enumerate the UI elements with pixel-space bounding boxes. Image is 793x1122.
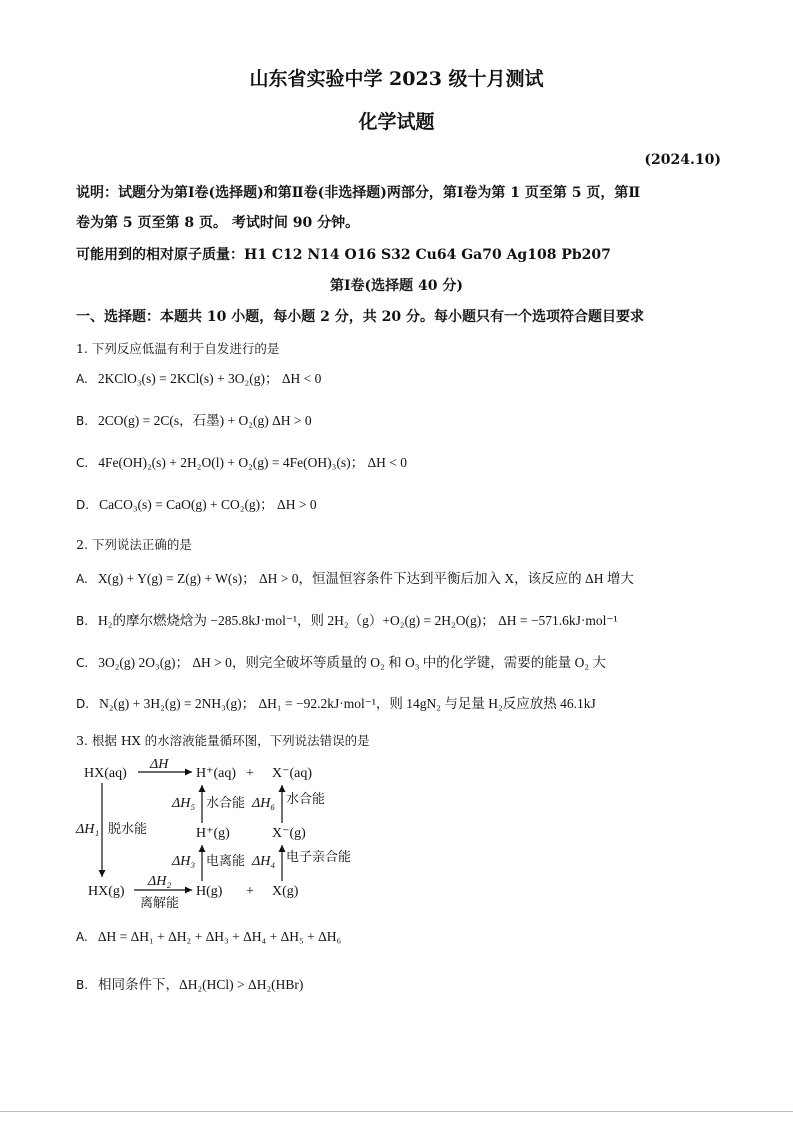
option-label: A. [76, 930, 88, 944]
hydration-label-1: 水合能 [206, 796, 246, 811]
option-text: 4Fe(OH)₂(s) + 2H₂O(l) + O₂(g) = 4Fe(OH)₃(s)； ΔH < 0 [98, 455, 407, 470]
dh6-label: ΔH₆ [252, 796, 276, 811]
q1-option-a[interactable] [76, 367, 321, 387]
option-text: 相同条件下，ΔH₂(HCl) > ΔH₂(HBr) [98, 977, 304, 992]
section-one-heading: 一、选择题：本题共 10 小题，每小题 2 分，共 20 分。每小题只有一个选项符合题目要求 [76, 309, 644, 325]
exam-date: (2024.10) [644, 152, 721, 168]
q2-option-c[interactable] [76, 651, 606, 671]
q2-option-b[interactable] [76, 609, 618, 629]
q2-option-a[interactable] [76, 567, 634, 587]
intro-line-1: 说明：试题分为第Ⅰ卷(选择题)和第Ⅱ卷(非选择题)两部分，第Ⅰ卷为第 1 页至第 5 页，第Ⅱ [76, 185, 641, 201]
q3-option-b[interactable] [76, 973, 303, 993]
option-text: X(g) + Y(g) = Z(g) + W(s)； ΔH > 0，恒温恒容条件下达到平衡后加入 X，该反应的 ΔH 增大 [97, 571, 634, 586]
atomic-masses: 可能用到的相对原子质量：H1 C12 N14 O16 S32 Cu64 Ga70 Ag108 Pb207 [76, 247, 611, 263]
q1-option-c[interactable] [76, 451, 407, 471]
q2-option-d[interactable] [76, 692, 596, 712]
q3-option-a[interactable] [76, 929, 341, 945]
option-label: D. [76, 498, 90, 512]
dh1-label: ΔH₁ [76, 822, 100, 837]
intro-line-2: 卷为第 5 页至第 8 页。 考试时间 90 分钟。 [76, 215, 360, 231]
option-text: 2KClO₃(s) = 2KCl(s) + 3O₂(g)； ΔH < 0 [97, 371, 322, 386]
option-text: H₂的摩尔燃烧焓为 −285.8kJ·mol⁻¹，则 2H₂（g）+O₂(g) = 2H₂O(g)； ΔH = −571.6kJ·mol⁻¹ [98, 613, 618, 628]
option-text: CaCO₃(s) = CaO(g) + CO₂(g)； ΔH > 0 [99, 497, 317, 512]
electron-affinity-label: 电子亲合能 [286, 850, 352, 865]
option-text: 2CO(g) = 2C(s，石墨) + O₂(g) ΔH > 0 [98, 413, 312, 428]
dh2-label: ΔH₂ [148, 874, 172, 889]
option-label: A. [76, 572, 88, 586]
page-bottom-divider [0, 1111, 793, 1112]
dh-label: ΔH [150, 757, 169, 772]
h-g-label: H(g) [196, 884, 223, 899]
q1-option-b[interactable] [76, 409, 312, 429]
option-text: ΔH = ΔH₁ + ΔH₂ + ΔH₃ + ΔH₄ + ΔH₅ + ΔH₆ [97, 929, 342, 944]
part-one-heading: 第Ⅰ卷(选择题 40 分) [329, 278, 464, 294]
question-2-stem: 2. 下列说法正确的是 [76, 537, 192, 552]
option-label: B. [76, 414, 89, 428]
x-g-label: X(g) [272, 884, 299, 899]
plus-bottom: + [246, 884, 254, 899]
dissociation-label: 离解能 [140, 896, 180, 911]
option-label: A. [76, 372, 88, 386]
page-title: 山东省实验中学 2023 级十月测试 [249, 68, 544, 90]
h-aq-label: H⁺(aq) [196, 766, 237, 781]
option-text: N₂(g) + 3H₂(g) = 2NH₃(g)； ΔH₁ = −92.2kJ·mol⁻¹，则 14gN₂ 与足量 H₂反应放热 46.1kJ [99, 696, 596, 711]
question-1-stem: 1. 下列反应低温有利于自发进行的是 [76, 341, 280, 356]
option-label: C. [76, 456, 89, 470]
dh3-label: ΔH₃ [172, 854, 196, 869]
question-3-stem: 3. 根据 HX 的水溶液能量循环图，下列说法错误的是 [76, 733, 370, 748]
h-ion-label: H⁺(g) [196, 826, 230, 841]
option-label: D. [76, 697, 90, 711]
dh4-label: ΔH₄ [252, 854, 276, 869]
dehydration-label: 脱水能 [108, 822, 148, 837]
hydration-label-2: 水合能 [286, 792, 326, 807]
dh5-label: ΔH₅ [172, 796, 196, 811]
x-ion-label: X⁻(g) [272, 826, 306, 841]
x-aq-label: X⁻(aq) [272, 766, 313, 781]
energy-cycle-diagram [60, 755, 420, 915]
option-label: C. [76, 656, 89, 670]
q1-option-d[interactable] [76, 493, 317, 513]
hx-aq-label: HX(aq) [84, 766, 127, 781]
option-text: 3O₂(g) 2O₃(g)； ΔH > 0，则完全破坏等质量的 O₂ 和 O₃ 中的化学键，需要的能量 O₂ 大 [98, 655, 607, 670]
option-label: B. [76, 614, 89, 628]
option-label: B. [76, 978, 89, 992]
page-subtitle: 化学试题 [358, 111, 435, 133]
hx-g-label: HX(g) [88, 884, 125, 899]
ionization-label: 电离能 [206, 854, 246, 869]
plus-top: + [246, 766, 254, 781]
